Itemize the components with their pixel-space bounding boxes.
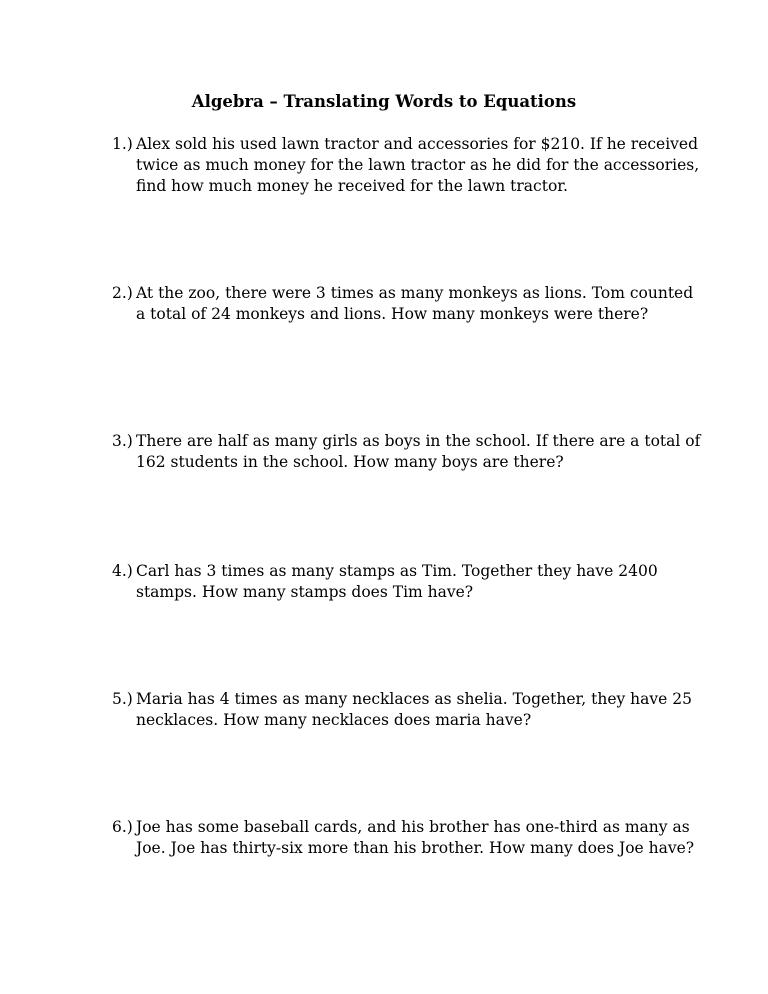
problem-item <box>112 817 702 859</box>
problem-item <box>112 689 702 731</box>
problem-item <box>112 561 702 603</box>
problem-item <box>112 134 702 197</box>
problem-item <box>112 283 702 325</box>
problem-number: 5.) <box>112 690 133 708</box>
problem-number: 1.) <box>112 135 133 153</box>
problem-text: At the zoo, there were 3 times as many monkeys as lions. Tom counted a total of 24 monkeys and lions. How many monkeys were there? <box>136 284 694 323</box>
problem-number: 4.) <box>112 562 133 580</box>
problem-text: Carl has 3 times as many stamps as Tim. Together they have 2400 stamps. How many stamps does Tim have? <box>136 562 658 601</box>
problem-number: 6.) <box>112 818 133 836</box>
problem-item <box>112 431 702 473</box>
problem-number: 2.) <box>112 284 133 302</box>
worksheet-title: Algebra – Translating Words to Equations <box>191 92 577 111</box>
problem-text: Joe has some baseball cards, and his brother has one-third as many as Joe. Joe has thirty-six more than his brother. How many does Joe have? <box>136 818 695 857</box>
problem-text: Alex sold his used lawn tractor and accessories for $210. If he received twice as much money for the lawn tractor as he did for the accessories, find how much money he received for the lawn tractor. <box>136 135 700 195</box>
problem-number: 3.) <box>112 432 133 450</box>
problem-text: There are half as many girls as boys in the school. If there are a total of 162 students in the school. How many boys are there? <box>136 432 701 471</box>
problem-text: Maria has 4 times as many necklaces as shelia. Together, they have 25 necklaces. How many necklaces does maria have? <box>136 690 692 729</box>
